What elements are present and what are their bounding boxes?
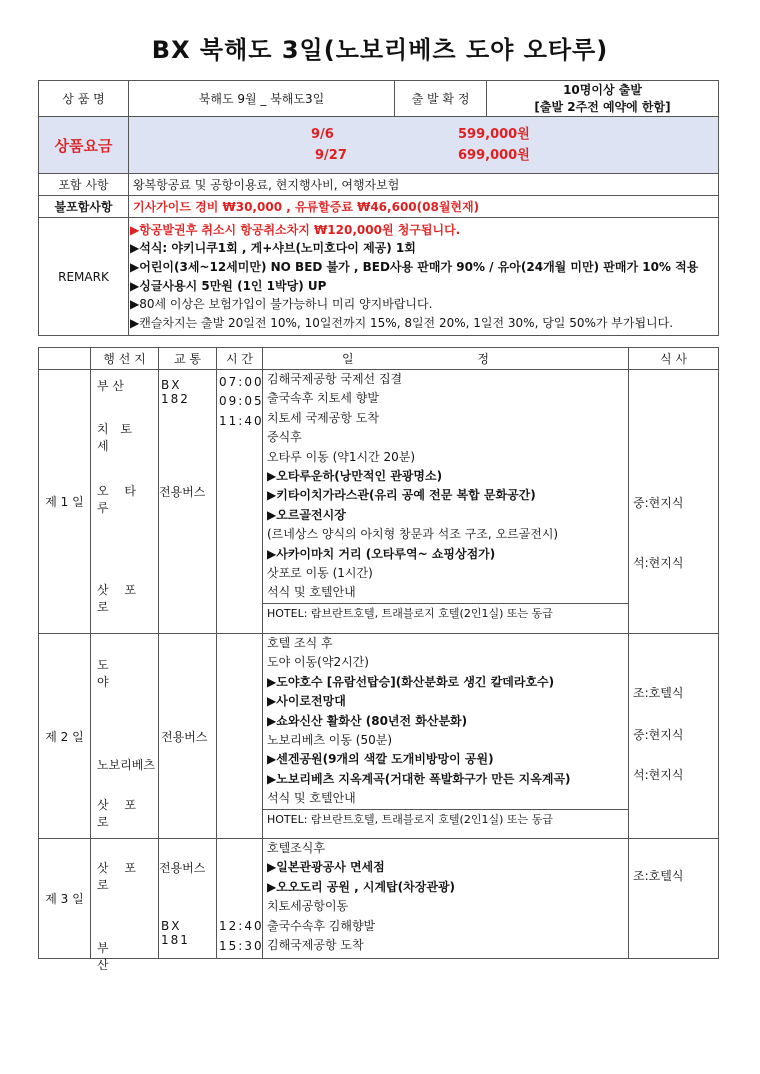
header-meal: 식 사 bbox=[629, 348, 719, 370]
itinerary-line: ▶키타이치가라스관(유리 공예 전문 복합 문화공간) bbox=[267, 488, 536, 503]
included-label: 포함 사항 bbox=[39, 174, 129, 196]
itinerary-line: 출국수속후 김해향발 bbox=[267, 918, 376, 933]
itinerary-line: ▶쇼와신산 활화산 (80년전 화산분화) bbox=[267, 713, 468, 728]
day-places bbox=[91, 370, 159, 634]
bus: 전용버스 bbox=[161, 729, 208, 744]
excluded-label: 불포함사항 bbox=[39, 196, 129, 218]
meal: 석:현지식 bbox=[633, 768, 684, 782]
flight-number: BX 182 bbox=[161, 378, 190, 406]
day-transport bbox=[159, 370, 217, 634]
time: 15:30 bbox=[219, 939, 264, 953]
day-transport bbox=[159, 634, 217, 839]
itinerary-line: 노보리베츠 이동 (50분) bbox=[267, 732, 392, 747]
price-line-2 bbox=[133, 145, 714, 166]
day-label: 제 3 일 bbox=[39, 839, 91, 959]
place: 오 타 루 bbox=[97, 484, 142, 515]
excluded-value: 기사가이드 경비 ₩30,000 , 유류할증료 ₩46,600(08월현재) bbox=[129, 196, 719, 218]
header-time: 시 간 bbox=[217, 348, 263, 370]
product-name-value: 북해도 9월 _ 북해도3일 bbox=[129, 81, 395, 117]
day-itinerary bbox=[263, 839, 629, 959]
day-label: 제 2 일 bbox=[39, 634, 91, 839]
product-name-label: 상 품 명 bbox=[39, 81, 129, 117]
place: 삿 포 로 bbox=[97, 798, 142, 829]
place: 치 토 세 bbox=[97, 422, 136, 453]
header-itinerary bbox=[263, 348, 629, 370]
day-places bbox=[91, 839, 159, 972]
itinerary-line: ▶사카이마치 거리 (오타루역~ 쇼핑상점가) bbox=[267, 546, 496, 561]
meal: 조:호텔식 bbox=[633, 686, 684, 700]
meal: 조:호텔식 bbox=[633, 869, 684, 883]
time: 11:40 bbox=[219, 413, 264, 428]
header-transport: 교 통 bbox=[159, 348, 217, 370]
remark-item: ▶항공발권후 취소시 항공취소차지 ₩120,000원 청구됩니다. bbox=[130, 222, 461, 237]
remark-item: ▶싱글사용시 5만원 (1인 1박당) UP bbox=[130, 278, 327, 293]
itinerary-line: ▶센겐공원(9개의 색깔 도개비방망이 공원) bbox=[267, 752, 494, 767]
departure-min: 10명이상 출발 bbox=[563, 82, 642, 97]
day-times bbox=[217, 370, 263, 634]
itinerary-line: ▶오타루운하(낭만적인 관광명소) bbox=[267, 468, 443, 483]
itinerary-line: 김해국제공항 국제선 집결 bbox=[267, 372, 403, 386]
day-label: 제 1 일 bbox=[39, 370, 91, 634]
bus: 전용버스 bbox=[159, 861, 206, 875]
itinerary-line: 출국속후 치토세 향발 bbox=[267, 391, 379, 406]
meal: 중:현지식 bbox=[633, 496, 684, 510]
itinerary-line: 치토세공항이동 bbox=[267, 899, 349, 914]
day-times bbox=[217, 634, 263, 839]
product-info-table bbox=[38, 80, 719, 336]
header-place: 행 선 지 bbox=[91, 348, 159, 370]
day-transport bbox=[159, 839, 217, 959]
place: 부 산 bbox=[97, 379, 124, 393]
day-times bbox=[217, 839, 263, 959]
included-value: 왕복항공료 및 공항이용료, 현지행사비, 여행자보험 bbox=[129, 174, 719, 196]
itinerary-line: 중식후 bbox=[267, 430, 302, 445]
day-meals bbox=[629, 839, 719, 959]
day-itinerary bbox=[263, 634, 629, 839]
header-day bbox=[39, 348, 91, 370]
place: 삿 포 로 bbox=[97, 583, 142, 614]
itinerary-line: 호텔조식후 bbox=[267, 841, 325, 855]
remark-label: REMARK bbox=[39, 218, 129, 336]
place: 노보리베츠 bbox=[97, 758, 155, 772]
meal: 중:현지식 bbox=[633, 728, 684, 742]
itinerary-line: ▶오오도리 공원 , 시계탑(차장관광) bbox=[267, 879, 455, 894]
itinerary-line: 삿포로 이동 (1시간) bbox=[267, 565, 373, 580]
remark-item: ▶석식: 야키니쿠1회 , 게+샤브(노미호다이 제공) 1회 bbox=[130, 241, 416, 256]
departure-label: 출 발 확 정 bbox=[395, 81, 487, 117]
place bbox=[97, 939, 155, 973]
itinerary-line: ▶오르골전시장 bbox=[267, 507, 346, 522]
price-amount-1: 599,000원 bbox=[458, 127, 530, 142]
price-label: 상품요금 bbox=[39, 117, 129, 174]
day-itinerary bbox=[263, 370, 629, 634]
remark-item: ▶캔슬차지는 출발 20일전 10%, 10일전까지 15%, 8일전 20%, 1일전 30%, 당일 50%가 부가됩니다. bbox=[130, 315, 674, 330]
price-line-1 bbox=[133, 124, 714, 145]
remark-list bbox=[129, 218, 719, 336]
time: 12:40 bbox=[219, 919, 264, 933]
place bbox=[97, 656, 155, 690]
remark-item: ▶80세 이상은 보험가입이 불가능하니 미리 양지바랍니다. bbox=[130, 297, 433, 312]
itinerary-line: (르네상스 양식의 아치형 창문과 석조 구조, 오르골전시) bbox=[267, 527, 559, 542]
bus: 전용버스 bbox=[159, 485, 206, 499]
itinerary-line: ▶도야호수 [유람선탑승](화산분화로 생긴 칼데라호수) bbox=[267, 674, 555, 689]
day-meals bbox=[629, 370, 719, 634]
meal: 석:현지식 bbox=[633, 556, 684, 570]
itinerary-line: ▶일본관광공사 면세점 bbox=[267, 860, 385, 875]
itinerary-line: 도야 이동(약2시간) bbox=[267, 655, 369, 670]
price-date-2: 9/27 bbox=[315, 148, 347, 163]
place-text: 도 야 bbox=[97, 658, 149, 689]
itinerary-line: 석식 및 호텔안내 bbox=[267, 791, 356, 806]
itinerary-line: 호텔 조식 후 bbox=[267, 636, 333, 650]
day-places bbox=[91, 634, 159, 839]
itinerary-line: 치토세 국제공항 도착 bbox=[267, 410, 379, 425]
place: 삿 포 로 bbox=[97, 861, 142, 892]
itinerary-line: ▶사이로전망대 bbox=[267, 694, 346, 709]
flight-number: BX 181 bbox=[161, 919, 190, 947]
hotel-line: HOTEL: 람브란트호텔, 트래블로지 호텔(2인1실) 또는 동급 bbox=[263, 809, 628, 829]
time: 09:05 bbox=[219, 394, 264, 409]
price-values bbox=[129, 117, 719, 174]
itinerary-line: 김해국제공항 도착 bbox=[267, 937, 364, 952]
page-title: BX 북해도 3일(노보리베츠 도야 오타루) bbox=[151, 36, 609, 64]
time: 07:00 bbox=[219, 375, 264, 389]
place-text: 부 산 bbox=[97, 941, 151, 972]
itinerary-line: 오타루 이동 (약1시간 20분) bbox=[267, 449, 416, 464]
departure-note: [출발 2주전 예약에 한함] bbox=[534, 99, 671, 114]
price-date-1: 9/6 bbox=[311, 127, 334, 142]
header-itinerary-text: 일 정 bbox=[342, 352, 549, 366]
departure-value bbox=[487, 81, 719, 117]
day-meals bbox=[629, 634, 719, 839]
itinerary-line: ▶노보리베츠 지옥계곡(거대한 폭발화구가 만든 지옥계곡) bbox=[267, 771, 571, 786]
price-amount-2: 699,000원 bbox=[458, 148, 530, 163]
remark-item: ▶어린이(3세~12세미만) NO BED 불가 , BED사용 판매가 90% / 유아(24개월 미만) 판매가 10% 적용 bbox=[130, 259, 699, 274]
hotel-line: HOTEL: 람브란트호텔, 트래블로지 호텔(2인1실) 또는 동급 bbox=[263, 603, 628, 623]
itinerary-line: 석식 및 호텔안내 bbox=[267, 585, 356, 600]
schedule-table bbox=[38, 347, 719, 972]
